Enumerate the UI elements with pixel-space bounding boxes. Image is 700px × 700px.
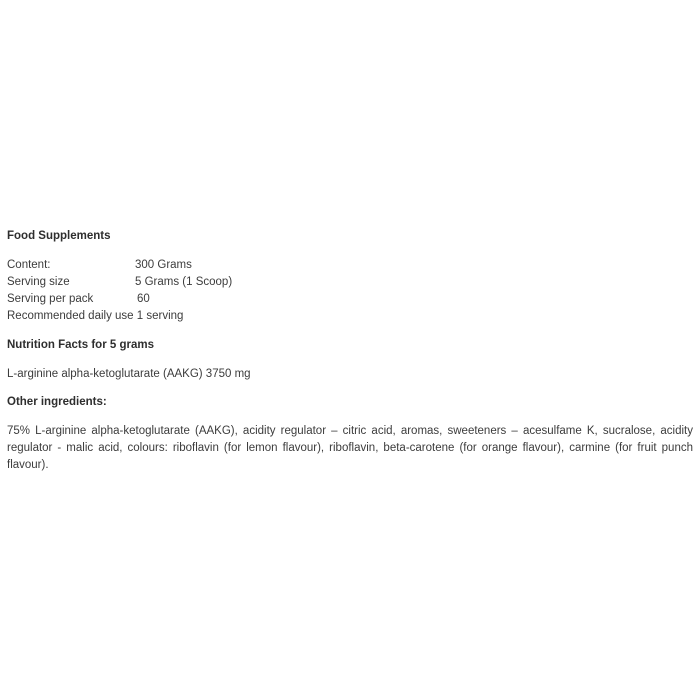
ingredients-paragraph: 75% L-arginine alpha-ketoglutarate (AAKG), acidity regulator – citric acid, aromas, sweeteners – acesulfame K, sucralose, acidity regulator - malic acid, colours: riboflavin (for lemon flavour), riboflavin, beta-carotene (for orange flavour), carmine (for fruit punch flavour). bbox=[7, 425, 693, 471]
spec-list bbox=[7, 257, 693, 325]
spec-label: Content: bbox=[7, 259, 51, 271]
spec-value: 300 Grams bbox=[135, 259, 192, 271]
product-description bbox=[7, 228, 693, 474]
spec-label: Serving per pack bbox=[7, 293, 94, 305]
food-supplements-heading: Food Supplements bbox=[7, 230, 111, 242]
other-ingredients-heading: Other ingredients: bbox=[7, 396, 107, 408]
spec-row-content bbox=[7, 257, 693, 274]
daily-use-line: Recommended daily use 1 serving bbox=[7, 310, 184, 322]
nutrition-fact-line: L-arginine alpha-ketoglutarate (AAKG) 3750 mg bbox=[7, 368, 251, 380]
spec-row-serving-per-pack bbox=[7, 291, 693, 308]
spec-row-serving-size bbox=[7, 274, 693, 291]
spec-value: 60 bbox=[137, 293, 150, 305]
spec-value: 5 Grams (1 Scoop) bbox=[135, 276, 233, 288]
spec-label: Serving size bbox=[7, 276, 70, 288]
nutrition-facts-heading: Nutrition Facts for 5 grams bbox=[7, 339, 154, 351]
